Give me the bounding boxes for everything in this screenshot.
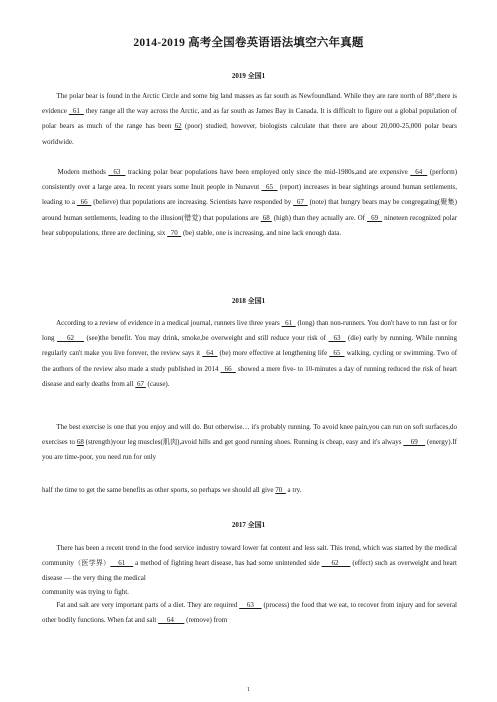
answer-blank: 69 [367, 213, 383, 222]
paragraph [42, 316, 457, 392]
text-run: a method of fighting heart disease, has had some unintended side [133, 559, 322, 568]
answer-blank: 62 [56, 334, 84, 343]
answer-blank: 64 [202, 349, 218, 358]
paragraph-tail [42, 588, 457, 596]
answer-blank: 62 [321, 559, 351, 568]
answer-blank: 67 [135, 379, 146, 388]
page-number: 1 [247, 687, 250, 693]
text-run: (be) stable, one is increasing, and nine lack enough data. [181, 228, 342, 237]
text-run: (long) than non-runners. You don't have to run fast or for long [42, 319, 457, 343]
answer-blank: 68 [76, 438, 84, 447]
answer-blank: 65 [329, 349, 345, 358]
answer-blank: 66 [76, 198, 92, 207]
section-title-2017: 2017 全国1 [231, 521, 266, 529]
answer-blank: 64 [410, 168, 428, 176]
section-title-2019: 2019 全国1 [231, 72, 266, 80]
answer-blank: 67 [293, 198, 308, 207]
text-run: (high) than they actually are. Of [271, 213, 368, 222]
text-run: (see)the benefit. You may drink, smoke,be overweight and still reduce your risk of [83, 334, 329, 343]
text-run: tracking polar bear populations have been employed only since the mid-1980s,and are expensive [125, 168, 411, 176]
answer-blank: 61 [281, 319, 296, 327]
text-run: walking, cycling or swimming. Two of the authors of the review also made a study published in 2014 [42, 349, 458, 373]
text-run: community was trying to fight. [42, 588, 129, 596]
text-run: half the time to get the same benefits as other sports, so perhaps we should all give [42, 486, 276, 494]
text-run: (energy).If you are time-poor, you need run for only [42, 438, 457, 462]
text-run: Fat and salt are very important parts of a diet. They are required [42, 601, 240, 609]
paragraph [42, 89, 457, 150]
text-run: (note) that hungry bears may be congregating(聚集) around human settlements, leading to the illusion(错觉) that populations are [42, 198, 457, 222]
text-run: (strength)your leg muscles(肌肉),avoid hills and get good running shoes. Running is cheap, easy and it's always [83, 438, 404, 447]
text-run: The polar bear is found in the Arctic Circle and some big land masses as far south as Newfoundland. While they are rare north of 88°,there is evidence [42, 92, 457, 116]
answer-blank: 63 [328, 334, 346, 343]
text-run: There has been a recent trend in the food service industry toward lower fat content and less salt. This trend, which was started by the medical community（医学界） [42, 544, 457, 568]
paragraph-tail [42, 486, 457, 494]
text-run: According to a review of evidence in a medical journal, runners live three years [42, 319, 282, 327]
answer-blank: 70 [275, 486, 286, 494]
text-run: (die) early by running. While running regularly can't make you live forever, the review says it [42, 334, 457, 358]
paragraph [42, 598, 457, 628]
paragraph [42, 541, 457, 587]
text-run: (cause). [145, 379, 170, 388]
text-run: (perform) consistently over a large area. In recent years some Inuit people in Nunavut [42, 168, 458, 192]
text-run: Modern methods [42, 168, 109, 176]
doc-title: 2014-2019 高考全国卷英语语法填空六年真题 [133, 37, 364, 49]
text-run: (be) more effective at lengthening life [217, 349, 330, 358]
text-run: (process) the food that we eat, to recover from injury and for several other bodily functions. When fat and salt [42, 601, 458, 625]
text-run: they range all the way across the Arctic, and as far south as James Bay in Canada. It is difficult to figure out a global population of polar bears as much of the range has been [42, 107, 458, 131]
answer-blank: 65 [261, 183, 278, 192]
answer-blank: 64 [158, 616, 185, 625]
text-run: (effect) such as overweight and heart disease — the very thing the medical [42, 559, 457, 583]
text-run: (poor) studied; however, biologists calculate that there are about 20,000-25,000 polar bears worldwide. [42, 122, 457, 146]
answer-blank: 68 [260, 213, 272, 222]
text-run: The best exercise is one that you enjoy and will do. But otherwise… it's probably running. To avoid knee pain,you can run on soft surfaces,do exercises to [42, 423, 457, 447]
answer-blank: 63 [108, 168, 126, 176]
text-run: nineteen recognized polar bear subpopulations, three are declining, six [42, 213, 458, 237]
paragraph [42, 165, 457, 241]
answer-blank: 61 [68, 107, 84, 116]
answer-blank: 70 [167, 228, 182, 237]
answer-blank: 63 [239, 601, 262, 609]
text-run: (believe) that populations are increasing. Scientists have responded by [91, 198, 294, 207]
answer-blank: 62 [174, 122, 182, 131]
answer-blank: 61 [110, 559, 134, 568]
answer-blank: 66 [220, 364, 236, 373]
text-run: (report) increases in bear sightings around human settlements, leading to a [42, 183, 458, 207]
text-run: a try. [285, 486, 302, 494]
answer-blank: 69 [403, 438, 426, 447]
text-run: (remove) from [184, 616, 228, 625]
section-title-2018: 2018 全国1 [231, 297, 266, 305]
text-run: showed a mere five- to 10-minutes a day of running reduced the risk of heart disease and early deaths from all [42, 364, 457, 388]
paragraph [42, 420, 457, 466]
